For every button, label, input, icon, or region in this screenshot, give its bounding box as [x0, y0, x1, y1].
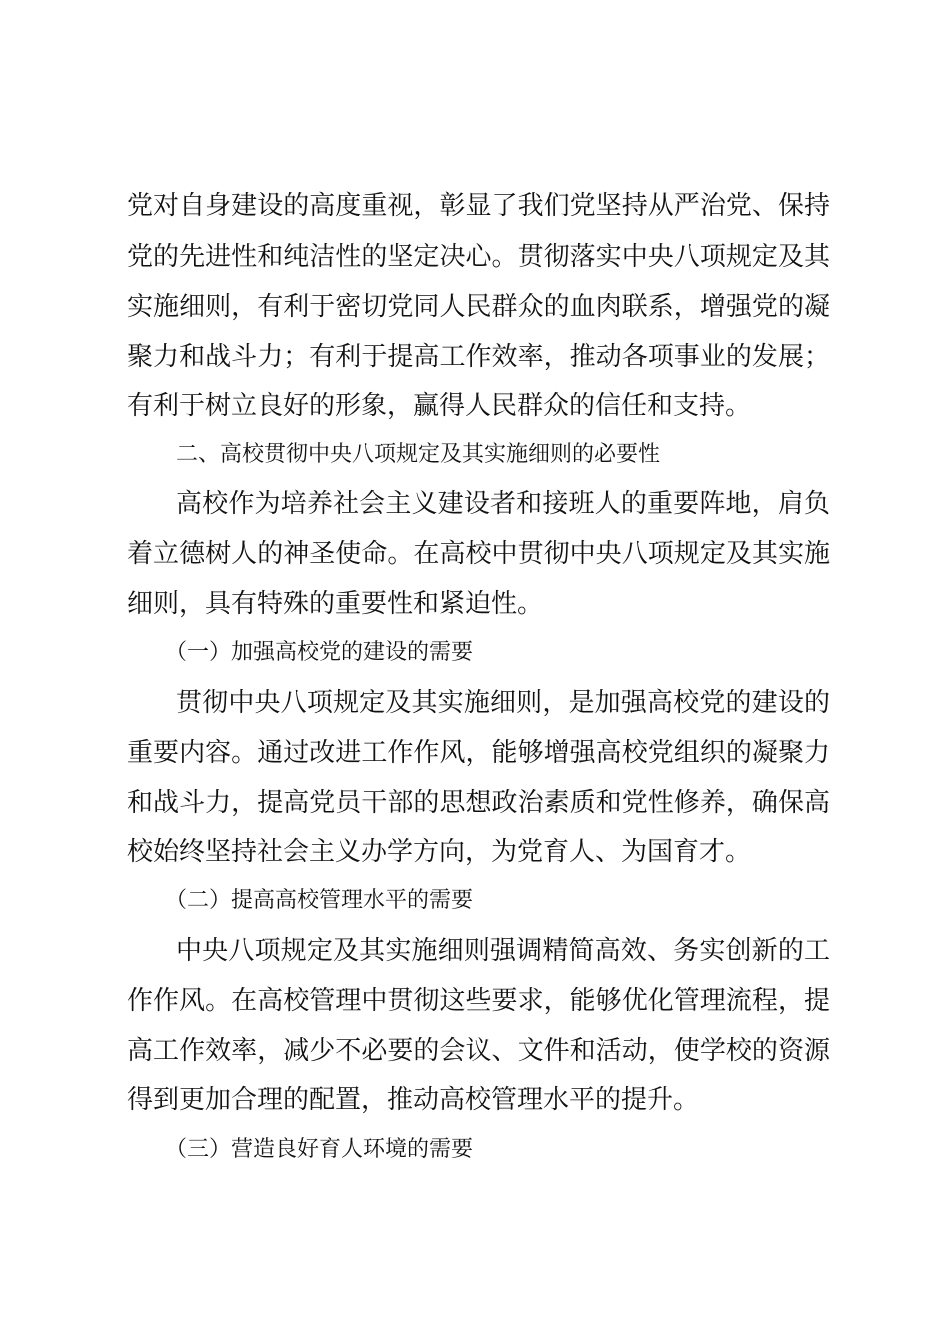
paragraph-line: 着立德树人的神圣使命。在高校中贯彻中央八项规定及其实施 — [127, 539, 830, 569]
paragraph-line: 贯彻中央八项规定及其实施细则，是加强高校党的建设的 — [176, 688, 830, 718]
section-heading: 二、高校贯彻中央八项规定及其实施细则的必要性 — [176, 442, 661, 467]
subsection-heading: （三）营造良好育人环境的需要 — [165, 1137, 474, 1162]
paragraph-line: 高校作为培养社会主义建设者和接班人的重要阵地，肩负 — [176, 489, 830, 519]
paragraph-line: 重要内容。通过改进工作作风，能够增强高校党组织的凝聚力 — [127, 738, 830, 768]
paragraph-line: 校始终坚持社会主义办学方向，为党育人、为国育才。 — [127, 837, 752, 867]
subsection-heading: （一）加强高校党的建设的需要 — [165, 640, 474, 665]
paragraph-line: 中央八项规定及其实施细则强调精简高效、务实创新的工 — [176, 936, 830, 966]
paragraph-line: 得到更加合理的配置，推动高校管理水平的提升。 — [127, 1085, 700, 1115]
paragraph-line: 和战斗力，提高党员干部的思想政治素质和党性修养，确保高 — [127, 788, 830, 818]
paragraph-line: 细则，具有特殊的重要性和紧迫性。 — [127, 589, 544, 619]
subsection-heading: （二）提高高校管理水平的需要 — [165, 888, 474, 913]
paragraph-line: 党对自身建设的高度重视，彰显了我们党坚持从严治党、保持 — [127, 191, 830, 221]
paragraph-line: 作作风。在高校管理中贯彻这些要求，能够优化管理流程，提 — [127, 986, 830, 1016]
paragraph-line: 聚力和战斗力；有利于提高工作效率，推动各项事业的发展； — [127, 342, 830, 372]
paragraph-line: 党的先进性和纯洁性的坚定决心。贯彻落实中央八项规定及其 — [127, 242, 830, 272]
paragraph-line: 高工作效率，减少不必要的会议、文件和活动，使学校的资源 — [127, 1036, 830, 1066]
paragraph-line: 实施细则，有利于密切党同人民群众的血肉联系，增强党的凝 — [127, 292, 830, 322]
paragraph-line: 有利于树立良好的形象，赢得人民群众的信任和支持。 — [127, 391, 752, 421]
